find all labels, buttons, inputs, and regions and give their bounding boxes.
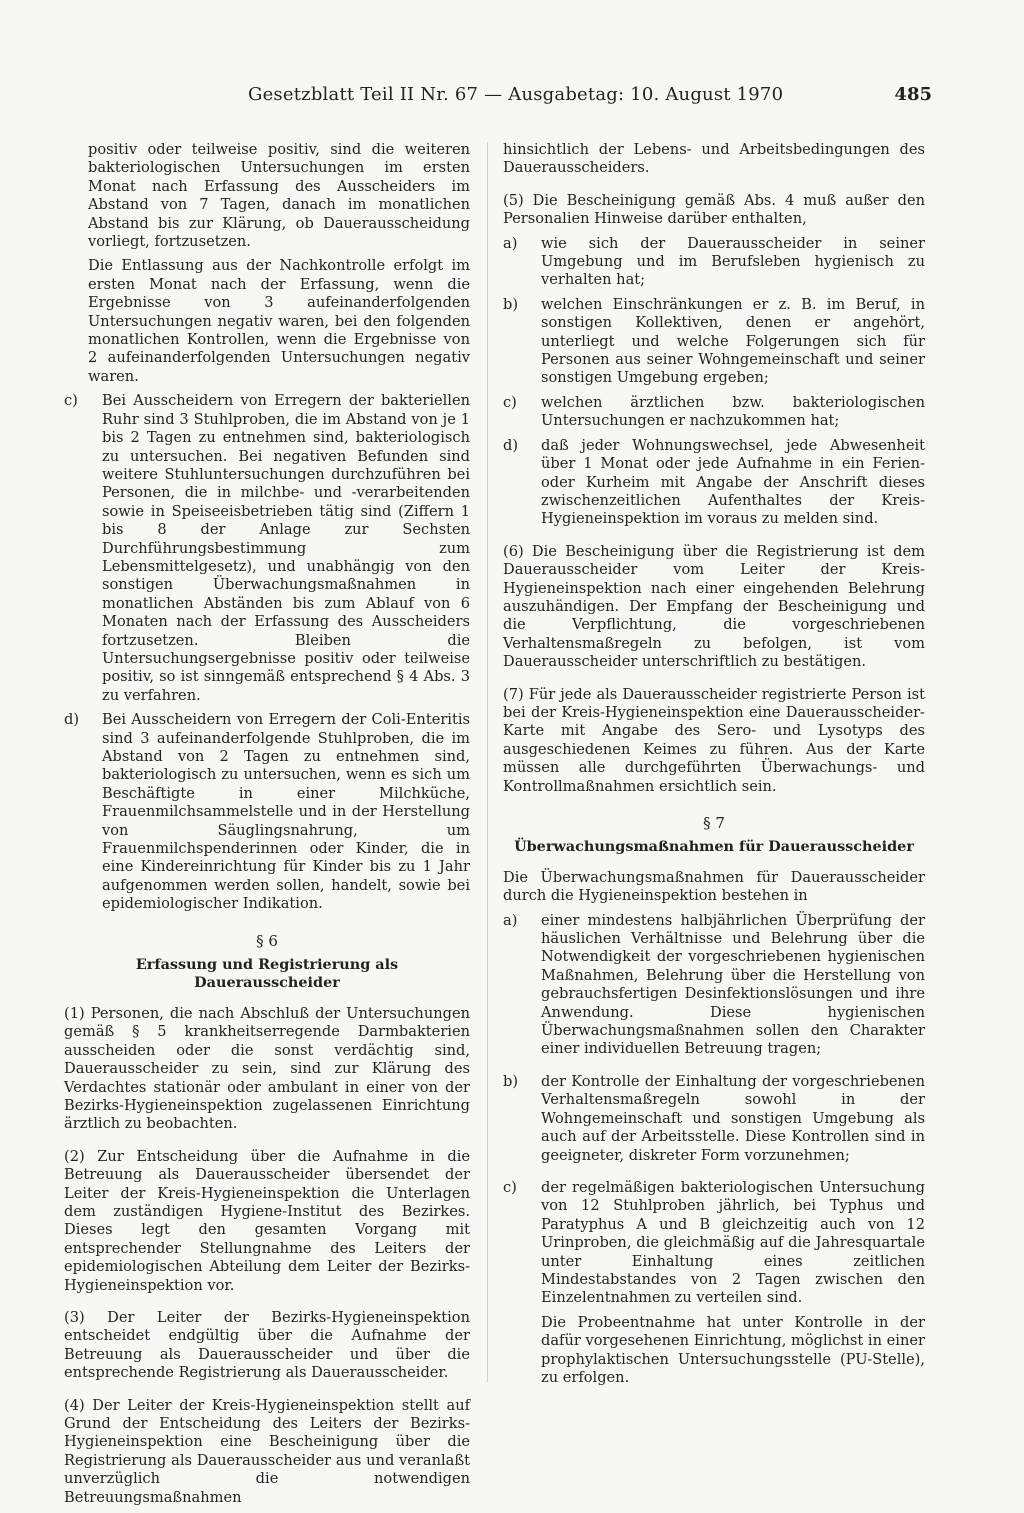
list-item-a (503, 912, 925, 1059)
paragraph: (1) Personen, die nach Abschluß der Untersuchungen gemäß § 5 krankheitserregende Darmbakterien ausscheiden oder die sonst verdächtig sind, Dauerausscheider zu sein, sind zur Klärung des Verdachtes stationär oder ambulant in einer von der Bezirks-Hygieneinspektion zugelassenen Einrichtung ärztlich zu beobachten. (64, 1004, 470, 1133)
list-label: a) (503, 234, 518, 252)
list-text: daß jeder Wohnungswechsel, jede Abwesenheit über 1 Monat oder jede Aufnahme in ein Ferien- oder Kurheim mit Angabe der Anschrift dieses zwischenzeitlichen Aufenthaltes der Kreis-Hygieneinspektion im voraus zu melden sind. (541, 436, 925, 528)
paragraph: (6) Die Bescheinigung über die Registrierung ist dem Dauerausscheider vom Leiter der Kreis-Hygieneinspektion nach einer eingehenden Belehrung auszuhändigen. Der Empfang der Bescheinigung und die Verpflichtung, die vorgeschriebenen Verhaltensmaßregeln zu befolgen, ist vom Dauerausscheider unterschriftlich zu bestätigen. (503, 542, 925, 671)
list-label: c) (503, 393, 517, 411)
list-label: b) (503, 1072, 519, 1090)
page-header (60, 84, 932, 110)
paragraph: Die Überwachungsmaßnahmen für Dauerausscheider durch die Hygieneinspektion bestehen in (503, 868, 925, 905)
list-label: a) (503, 911, 518, 929)
paragraph-continuation: hinsichtlich der Lebens- und Arbeitsbedingungen des Dauerausscheiders. (503, 141, 925, 177)
left-column (64, 141, 470, 1513)
list-item-a (503, 235, 925, 290)
section-title: Überwachungsmaßnahmen für Dauerausscheider (514, 838, 914, 856)
paragraph: (3) Der Leiter der Bezirks-Hygieneinspektion entscheidet endgültig über die Aufnahme der Betreuung als Dauerausscheider und über die entsprechende Registrierung als Dauerausscheider. (64, 1308, 470, 1382)
list-label: c) (64, 392, 78, 410)
paragraph: (5) Die Bescheinigung gemäß Abs. 4 muß außer den Personalien Hinweise darüber enthalten, (503, 191, 925, 228)
section-number: § 6 (256, 931, 278, 950)
list-item-c (64, 392, 470, 705)
list-item-c (503, 1179, 925, 1308)
paragraph: (7) Für jede als Dauerausscheider registrierte Person ist bei der Kreis-Hygieneinspektion eine Dauerausscheider-Karte mit Angabe des Sero- und Lysotyps des ausgeschiedenen Keimes zu führen. Aus der Karte müssen alle durchgeführten Überwachungs- und Kontrollmaßnahmen ersichtlich sein. (503, 685, 925, 795)
paragraph-continuation: Die Probeentnahme hat unter Kontrolle in der dafür vorgesehenen Einrichtung, möglichst in einer prophylaktischen Untersuchungsstelle (PU-Stelle), zu erfolgen. (541, 1313, 925, 1386)
list-text: Bei Ausscheidern von Erregern der Coli-Enteritis sind 3 aufeinanderfolgende Stuhlproben, die im Abstand von 2 Tagen zu entnehmen sind, bakteriologisch zu untersuchen, wenn es sich um Beschäftigte in einer Milchküche, Frauenmilchsammelstelle und in der Herstellung von Säuglingsnahrung, um Frauenmilchspenderinnen oder Kinder, die in eine Kindereinrichtung für Kinder bis zu 1 Jahr aufgenommen werden sollen, handelt, sowie bei epidemiologischer Indikation. (102, 711, 470, 913)
list-text: der regelmäßigen bakteriologischen Untersuchung von 12 Stuhlproben jährlich, bei Typhus und Paratyphus A und B gleichzeitig auch von 12 Urinproben, die gleichmäßig auf die Jahresquartale unter Einhaltung eines zeitlichen Mindestabstandes von 2 Tagen zwischen den Einzelentnahmen zu verteilen sind. (541, 1178, 925, 1307)
list-label: d) (503, 436, 519, 454)
list-text: welchen ärztlichen bzw. bakteriologischen Untersuchungen er nachzukommen hat; (541, 393, 925, 430)
page-number: 485 (894, 84, 932, 105)
paragraph: (4) Der Leiter der Kreis-Hygieneinspektion stellt auf Grund der Entscheidung des Leiters der Bezirks-Hygieneinspektion eine Bescheinigung über die Registrierung als Dauerausscheider aus und veranlaßt unverzüglich die notwendigen Betreuungsmaßnahmen (64, 1396, 470, 1506)
paragraph-continuation: Die Entlassung aus der Nachkontrolle erfolgt im ersten Monat nach der Erfassung, wenn die Ergebnisse von 3 aufeinanderfolgenden Untersuchungen negativ waren, bei den folgenden monatlichen Kontrollen, wenn die Ergebnisse von 2 aufeinanderfolgenden Untersuchungen negativ waren. (88, 257, 470, 385)
list-label: d) (64, 711, 80, 729)
list-label: b) (503, 295, 519, 313)
list-item-d (64, 711, 470, 913)
list-item-c (503, 394, 925, 431)
list-label: c) (503, 1178, 517, 1196)
list-text: wie sich der Dauerausscheider in seiner Umgebung und im Berufsleben hygienisch zu verhalten hat; (541, 234, 925, 289)
column-divider (487, 142, 488, 1382)
list-text: welchen Einschränkungen er z. B. im Beruf, in sonstigen Kollektiven, denen er angehört, unterliegt und welche Folgerungen sich für Personen aus seiner Wohngemeinschaft und seiner sonstigen Umgebung ergeben; (541, 295, 925, 387)
list-text: Bei Ausscheidern von Erregern der bakteriellen Ruhr sind 3 Stuhlproben, die im Abstand von je 1 bis 2 Tagen zu entnehmen sind, bakteriologisch zu untersuchen. Bei negativen Befunden sind weitere Stuhluntersuchungen durchzuführen bei Personen, die in milchbe- und -verarbeitenden sowie in Speiseeisbetrieben tätig sind (Ziffern 1 bis 8 der Anlage zur Sechsten Durchführungsbestimmung zum Lebensmittelgesetz), und unabhängig von den sonstigen Überwachungsmaßnahmen in monatlichen Abständen bis zum Ablauf von 6 Monaten nach der Erfassung des Ausscheiders fortzusetzen. Bleiben die Untersuchungsergebnisse positiv oder teilweise positiv, so ist sinngemäß entsprechend § 4 Abs. 3 zu verfahren. (102, 392, 470, 704)
list-item-b (503, 296, 925, 388)
list-text: der Kontrolle der Einhaltung der vorgeschriebenen Verhaltensmaßregeln sowohl in der Wohngemeinschaft und sonstigen Umgebung als auch auf der Arbeitsstelle. Diese Kontrollen sind in geeigneter, diskreter Form vorzunehmen; (541, 1072, 925, 1164)
section-number: § 7 (703, 814, 725, 832)
paragraph-continuation: positiv oder teilweise positiv, sind die weiteren bakteriologischen Untersuchungen im ersten Monat nach Erfassung des Ausscheiders im Abstand von 7 Tagen, danach im monatlichen Abstand bis zur Klärung, ob Dauerausscheidung vorliegt, fortzusetzen. (88, 141, 470, 251)
list-item-d (503, 437, 925, 529)
section-title: Erfassung und Registrierung als Dauerausscheider (135, 956, 399, 992)
gazette-title: Gesetzblatt Teil II Nr. 67 — Ausgabetag: 10. August 1970 (248, 84, 784, 105)
right-column (503, 141, 925, 1393)
paragraph: (2) Zur Entscheidung über die Aufnahme in die Betreuung als Dauerausscheider übersendet der Leiter der Kreis-Hygieneinspektion die Unterlagen dem zuständigen Hygiene-Institut des Bezirkes. Dieses legt den gesamten Vorgang mit entsprechender Stellungnahme des Leiters der epidemiologischen Abteilung dem Leiter der Bezirks-Hygieneinspektion vor. (64, 1147, 470, 1294)
list-text: einer mindestens halbjährlichen Überprüfung der häuslichen Verhältnisse und Belehrung über die Notwendigkeit der vorgeschriebenen hygienischen Maßnahmen, Belehrung über die Herstellung von gebrauchsfertigen Desinfektionslösungen und ihre Anwendung. Diese hygienischen Überwachungsmaßnahmen sollen den Charakter einer individuellen Betreuung tragen; (541, 911, 925, 1058)
list-item-b (503, 1073, 925, 1165)
